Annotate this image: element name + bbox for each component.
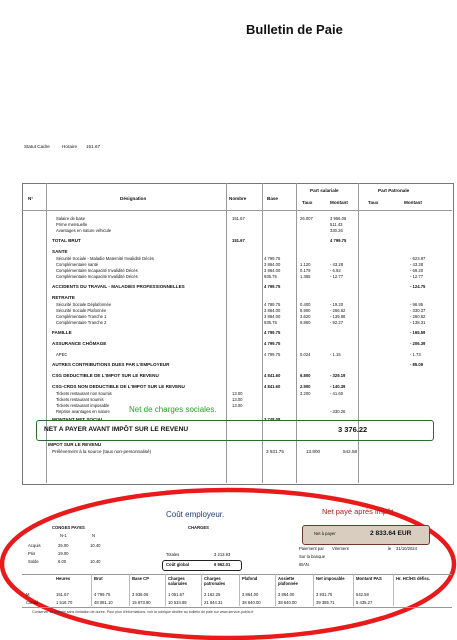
impot-label: Prélèvement à la source (taux non-personnalisé) [52, 449, 152, 454]
row-montant-p: - 1.73 [410, 352, 421, 357]
row-nombre: 151.67 [232, 216, 245, 221]
row-taux: 6.800 [300, 373, 311, 378]
banque-label: Sur la banque [299, 554, 326, 559]
row-montant: - 1.15 [330, 352, 341, 357]
row-label: Salaire de base [56, 216, 86, 221]
cumul-col-divider [165, 574, 166, 606]
cumul-col-divider [353, 574, 354, 606]
conges-label: Pris [28, 551, 36, 556]
row-montant-p: - 12.77 [410, 274, 424, 279]
row-montant: 330.26 [330, 228, 343, 233]
cumul-cell: 15 873.90 [132, 600, 151, 605]
row-base: 3 748.08 [264, 417, 281, 422]
row-montant: - 140.39 [330, 384, 346, 389]
cumul-cell: 48 081.10 [94, 600, 113, 605]
horaire-value: 151.67 [86, 144, 101, 149]
annotation-cout-employeur: Coût employeur. [166, 510, 225, 519]
row-base: 935.75 [264, 274, 277, 279]
row-montant: - 329.19 [330, 373, 346, 378]
row-taux: 9.860 [300, 320, 311, 325]
cumul-header: Heures [56, 576, 71, 581]
row-taux: 0.024 [300, 352, 311, 357]
row-label: Tickets restaurant soumis [56, 397, 104, 402]
cumul-cell: 3 931.75 [316, 592, 333, 597]
cumul-col-divider [313, 574, 314, 606]
row-taux: 2.900 [300, 384, 311, 389]
conges-n1: 6.00 [58, 559, 67, 564]
row-montant: 3 956.06 [330, 216, 347, 221]
impot-header: IMPOT SUR LE REVENU [48, 442, 102, 447]
row-label: Complémentaire Tranche 1 [56, 314, 107, 319]
row-montant: 4 799.75 [330, 238, 347, 243]
paiement-label: Paiement par [299, 546, 324, 551]
cumul-col-divider [393, 574, 394, 606]
charges-title: CHARGES [188, 525, 209, 530]
row-label: CSG-CRDS NON DEDUCTIBLE DE L'IMPOT SUR LE REVENU [52, 384, 185, 389]
annotation-net-apres-impot: Net payé après impôt [322, 507, 394, 516]
iban-label: IBAN [299, 562, 309, 567]
conges-col-n1: N-1 [60, 533, 67, 538]
row-montant: - 139.88 [330, 314, 346, 319]
row-label: Complémentaire Incapacité Invalidité Décès [56, 268, 138, 273]
cumul-header: Charges patronales [204, 576, 226, 586]
row-taux: 0.400 [300, 302, 311, 307]
date-value: 31/10/2024 [396, 546, 417, 551]
conges-title: CONGES PAYES [52, 525, 85, 530]
row-label: MONTANT NET SOCIAL [52, 417, 104, 422]
row-label: CSG DEDUCTIBLE DE L'IMPOT SUR LE REVENU [52, 373, 159, 378]
row-montant-p: - 623.97 [410, 256, 426, 261]
cumul-cell: 5 435.27 [356, 600, 373, 605]
row-montant: - 266.62 [330, 308, 346, 313]
cumul-cell: 1 516.70 [56, 600, 73, 605]
row-base: 4 841.60 [264, 373, 281, 378]
cumul-cell: 2 162.25 [204, 592, 221, 597]
annotation-net-charges: Net de charges sociales. [129, 405, 217, 414]
cumul-cell: 3 864.00 [242, 592, 259, 597]
header-taux-patronale: Taux [368, 200, 379, 205]
net-avant-impot-label: NET A PAYER AVANT IMPÔT SUR LE REVENU [44, 426, 189, 433]
cumul-header: Hr. HC/HS défisc. [396, 576, 431, 581]
conges-label: Solde [28, 559, 39, 564]
header-part-salariale: Part salariale [310, 188, 339, 193]
row-montant-p: - 330.37 [410, 308, 426, 313]
paiement-value: Virement [332, 546, 349, 551]
statut-cadre: Statut Cadre [24, 144, 50, 149]
cumul-cell: 38 640.00 [278, 600, 297, 605]
row-label: ACCIDENTS DU TRAVAIL - MALADIES PROFESSIONNELLES [52, 284, 185, 289]
row-montant-p: - 124.75 [410, 284, 426, 289]
row-taux: 6.900 [300, 308, 311, 313]
row-montant-p: - 69.20 [410, 268, 424, 273]
cumul-cell: 10 534.89 [168, 600, 187, 605]
cumul-col-divider [239, 574, 240, 606]
row-base: 3 864.00 [264, 308, 281, 313]
net-a-payer-label: Net à payer [314, 531, 336, 536]
row-nombre: 13.00 [232, 403, 243, 408]
row-base: 4 841.60 [264, 384, 281, 389]
cumul-row-label: Cumul [26, 600, 39, 605]
row-label: Complémentaire Tranche 2 [56, 320, 107, 325]
cumul-header: Base CP [132, 576, 149, 581]
cumul-col-divider [275, 574, 276, 606]
row-nombre: 13.00 [232, 391, 243, 396]
row-montant: - 19.20 [330, 302, 344, 307]
header-taux: Taux [302, 200, 313, 205]
impot-base: 3 931.75 [266, 449, 284, 454]
row-label: RETRAITE [52, 295, 75, 300]
row-label: TOTAL BRUT [52, 238, 81, 243]
cumul-cell: 542.58 [356, 592, 369, 597]
row-base: 4 799.75 [264, 330, 281, 335]
row-label: FAMILLE [52, 330, 72, 335]
header-n: N° [28, 196, 34, 201]
header-designation: Désignation [120, 196, 147, 201]
conges-n1: 19.00 [58, 551, 69, 556]
row-base: 4 799.75 [264, 341, 281, 346]
row-label: Sécurité Sociale - Maladie Maternité Invalidité Décès [56, 256, 154, 261]
cumul-cell: 3 938.06 [132, 592, 149, 597]
cumul-header: Net imposable [316, 576, 345, 581]
cumul-header: Charges salariales [168, 576, 188, 586]
charges-totales-value: 3 213.93 [214, 552, 231, 557]
header-nombre: Nombre [229, 196, 247, 201]
header-montant-patronale: Montant [404, 200, 422, 205]
impot-taux: 13.800 [306, 449, 321, 454]
row-base: 3 864.00 [264, 262, 281, 267]
row-taux: 3.620 [300, 314, 311, 319]
cumul-cell: 151.67 [56, 592, 69, 597]
row-label: Reprise avantages en nature [56, 409, 110, 414]
row-montant: - 41.60 [330, 391, 344, 396]
row-base: 4 799.75 [264, 256, 281, 261]
cumul-cell: 39 385.71 [316, 600, 335, 605]
row-montant-p: - 43.28 [410, 262, 424, 267]
footer-note: Conserver ce bulletin sans limitation de durée. Pour plus d'informations, voir la rubrique dédiée au bulletin de paie sur www.service-public.fr [32, 610, 254, 614]
conges-n: 10.40 [90, 543, 101, 548]
row-taux: 26.007 [300, 216, 313, 221]
row-montant: - 12.77 [330, 274, 344, 279]
row-base: 935.75 [264, 320, 277, 325]
row-label: Tickets restaurant non soumis [56, 391, 112, 396]
cumul-row-label: M [26, 592, 30, 597]
row-label: Sécurité Sociale Déplafonnée [56, 302, 112, 307]
row-label: Complémentaire Incapacité Invalidité Décès [56, 274, 138, 279]
cumul-header: Assiette plafonnée [278, 576, 298, 586]
row-label: Complémentaire santé [56, 262, 99, 267]
cumul-cell: 3 864.00 [278, 592, 295, 597]
header-montant: Montant [330, 200, 348, 205]
row-montant-p: - 260.82 [410, 314, 426, 319]
row-montant-p: - 138.31 [410, 320, 426, 325]
row-label: ASSURANCE CHÔMAGE [52, 341, 107, 346]
page-title: Bulletin de Paie [246, 22, 343, 37]
cumul-cell: 38 640.00 [242, 600, 261, 605]
row-label: Prime mensuelle [56, 222, 88, 227]
row-label: Tickets restaurant imposable [56, 403, 110, 408]
row-montant: 511.43 [330, 222, 343, 227]
conges-label: Acquis [28, 543, 41, 548]
row-montant: - 43.28 [330, 262, 344, 267]
row-base: 4 799.75 [264, 284, 281, 289]
row-label: Avantages en nature véhicule [56, 228, 112, 233]
conges-n1: 25.00 [58, 543, 69, 548]
cumul-col-divider [129, 574, 130, 606]
row-montant-p: - 85.09 [410, 362, 424, 367]
row-taux: 3.200 [300, 391, 311, 396]
row-nombre: 13.00 [232, 397, 243, 402]
header-base: Base [267, 196, 278, 201]
cumul-cell: 4 799.75 [94, 592, 111, 597]
row-base: 4 799.75 [264, 352, 281, 357]
cumul-cell: 1 051.67 [168, 592, 185, 597]
cumul-cell: 21 644.31 [204, 600, 223, 605]
row-label: SANTE [52, 249, 68, 254]
impot-montant: 542.58 [343, 449, 358, 454]
conges-n: 10.40 [90, 559, 101, 564]
cout-global-value: 6 962.01 [214, 562, 231, 567]
row-base: 3 864.00 [264, 268, 281, 273]
horaire-label: Horaire [62, 144, 78, 149]
row-montant-p: - 96.95 [410, 302, 424, 307]
row-label: AUTRES CONTRIBUTIONS DUES PAR L'EMPLOYEUR [52, 362, 170, 367]
row-label: Sécurité Sociale Plafonnée [56, 308, 107, 313]
row-montant-p: - 165.59 [410, 330, 426, 335]
row-nombre: 151.67 [232, 238, 245, 243]
row-label: APEC [56, 352, 68, 357]
row-montant: - 6.92 [330, 268, 341, 273]
net-a-payer-value: 2 833.64 EUR [370, 530, 412, 537]
date-label: le [388, 546, 392, 551]
cumul-header: Montant PAS [356, 576, 382, 581]
header-part-patronale: Part Patronale [378, 188, 410, 193]
cumul-header: Brut [94, 576, 103, 581]
row-montant: - 92.27 [330, 320, 344, 325]
net-avant-impot-value: 3 376.22 [338, 425, 368, 434]
row-montant: - 330.26 [330, 409, 346, 414]
row-base: 3 864.00 [264, 314, 281, 319]
charges-totales-label: Totales [166, 552, 180, 557]
row-taux: 1.365 [300, 274, 311, 279]
conges-col-n: N [92, 533, 96, 538]
row-taux: 0.179 [300, 268, 311, 273]
row-taux: 1.120 [300, 262, 311, 267]
cumul-col-divider [201, 574, 202, 606]
cumul-header: Plafond [242, 576, 258, 581]
row-base: 4 799.75 [264, 302, 281, 307]
row-montant-p: - 206.39 [410, 341, 426, 346]
cout-global-label: Coût global [166, 562, 190, 567]
header-divider [22, 210, 452, 211]
cumul-col-divider [91, 574, 92, 606]
